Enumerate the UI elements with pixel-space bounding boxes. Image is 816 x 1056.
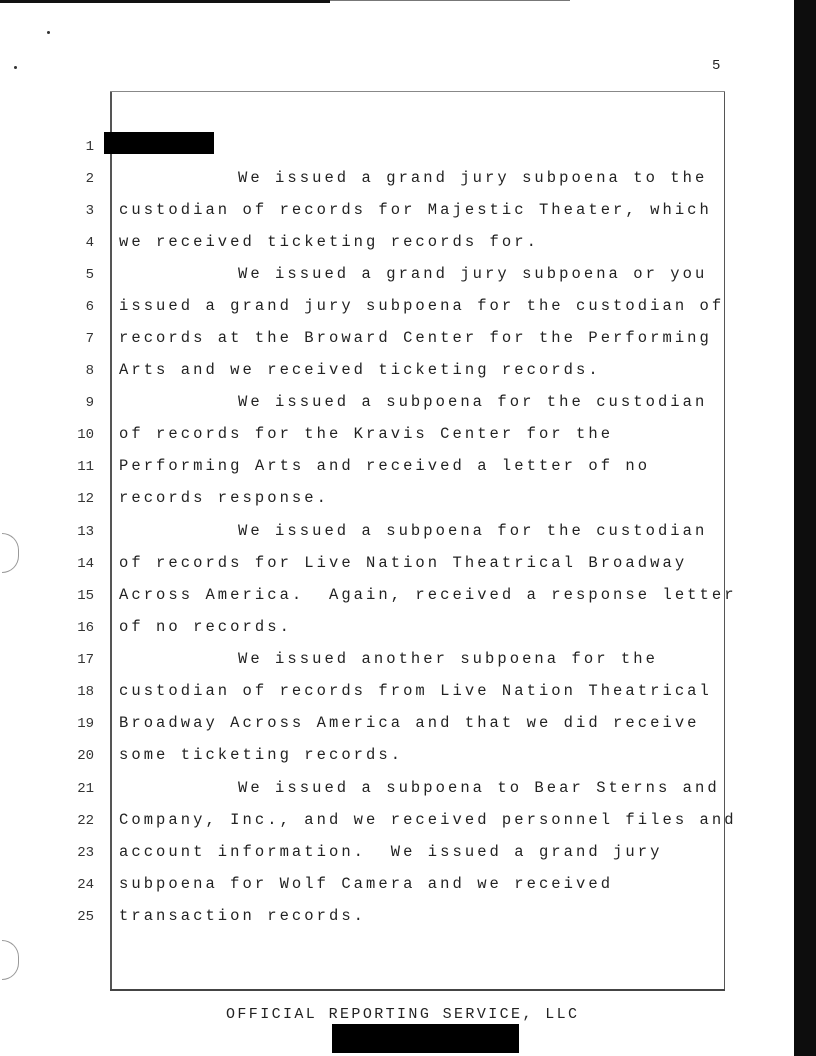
line-number: 6 (85, 299, 94, 315)
scan-edge-strip (794, 0, 816, 1056)
line-number: 12 (77, 491, 94, 507)
line-text: We issued a grand jury subpoena to the (238, 169, 708, 187)
margin-frame-bottom (110, 989, 725, 991)
transcript-line (0, 741, 790, 773)
top-edge-rule (0, 0, 330, 3)
transcript-line (0, 709, 790, 741)
line-number: 22 (77, 813, 94, 829)
transcript-line (0, 517, 790, 549)
transcript-line (0, 196, 790, 228)
transcript-line (0, 132, 790, 164)
line-text: transaction records. (119, 907, 367, 925)
transcript-line (0, 164, 790, 196)
line-text: issued a grand jury subpoena for the custodian of (119, 297, 725, 315)
line-text: Broadway Across America and that we did receive (119, 714, 700, 732)
transcript-line (0, 838, 790, 870)
line-number: 13 (77, 524, 94, 540)
page-number: 5 (712, 58, 721, 74)
line-number: 10 (77, 427, 94, 443)
line-number: 7 (85, 331, 94, 347)
redaction-box-footer (332, 1024, 519, 1053)
line-number: 24 (77, 877, 94, 893)
line-number: 9 (85, 395, 94, 411)
line-text: of records for Live Nation Theatrical Broadway (119, 554, 688, 572)
line-number: 3 (85, 203, 94, 219)
transcript-line (0, 228, 790, 260)
transcript-line (0, 388, 790, 420)
line-text: of records for the Kravis Center for the (119, 425, 614, 443)
transcript-line (0, 549, 790, 581)
transcript-line (0, 324, 790, 356)
line-text: we received ticketing records for. (119, 233, 539, 251)
line-text: records at the Broward Center for the Performing (119, 329, 712, 347)
margin-frame-top (110, 91, 725, 92)
line-number: 19 (77, 716, 94, 732)
line-number: 1 (85, 139, 94, 155)
transcript-line (0, 420, 790, 452)
line-number: 17 (77, 652, 94, 668)
transcript-line (0, 645, 790, 677)
line-number: 11 (77, 459, 94, 475)
line-text: of no records. (119, 618, 292, 636)
transcript-line (0, 774, 790, 806)
line-number: 25 (77, 909, 94, 925)
line-number: 20 (77, 748, 94, 764)
line-number: 23 (77, 845, 94, 861)
line-number: 14 (77, 556, 94, 572)
line-text: some ticketing records. (119, 746, 404, 764)
line-text: We issued another subpoena for the (238, 650, 658, 668)
line-number: 18 (77, 684, 94, 700)
line-number: 4 (85, 235, 94, 251)
line-text: subpoena for Wolf Camera and we received (119, 875, 614, 893)
transcript-line (0, 452, 790, 484)
line-text: records response. (119, 489, 329, 507)
transcript-line (0, 260, 790, 292)
line-text: Company, Inc., and we received personnel files and (119, 811, 737, 829)
punch-hole-mark (2, 940, 19, 980)
line-text: custodian of records from Live Nation Theatrical (119, 682, 712, 700)
line-text: Arts and we received ticketing records. (119, 361, 601, 379)
line-number: 15 (77, 588, 94, 604)
transcript-line (0, 581, 790, 613)
footer-reporting-service: OFFICIAL REPORTING SERVICE, LLC (226, 1006, 580, 1023)
transcript-line (0, 902, 790, 934)
line-text: Performing Arts and received a letter of no (119, 457, 651, 475)
line-text: We issued a subpoena for the custodian (238, 393, 708, 411)
line-number: 5 (85, 267, 94, 283)
transcript-line (0, 677, 790, 709)
line-text: account information. We issued a grand jury (119, 843, 663, 861)
transcript-line (0, 292, 790, 324)
scan-speck (14, 66, 17, 69)
line-number: 16 (77, 620, 94, 636)
line-number: 8 (85, 363, 94, 379)
transcript-line (0, 356, 790, 388)
transcript-line (0, 613, 790, 645)
line-text: custodian of records for Majestic Theater, which (119, 201, 712, 219)
line-text: We issued a grand jury subpoena or you (238, 265, 708, 283)
scan-speck (47, 31, 50, 34)
line-number: 21 (77, 781, 94, 797)
line-text: We issued a subpoena to Bear Sterns and (238, 779, 720, 797)
transcript-line (0, 870, 790, 902)
line-number: 2 (85, 171, 94, 187)
transcript-line (0, 806, 790, 838)
transcript-line (0, 484, 790, 516)
line-text: We issued a subpoena for the custodian (238, 522, 708, 540)
line-text: Across America. Again, received a response letter (119, 586, 737, 604)
top-edge-rule-thin (330, 0, 570, 1)
